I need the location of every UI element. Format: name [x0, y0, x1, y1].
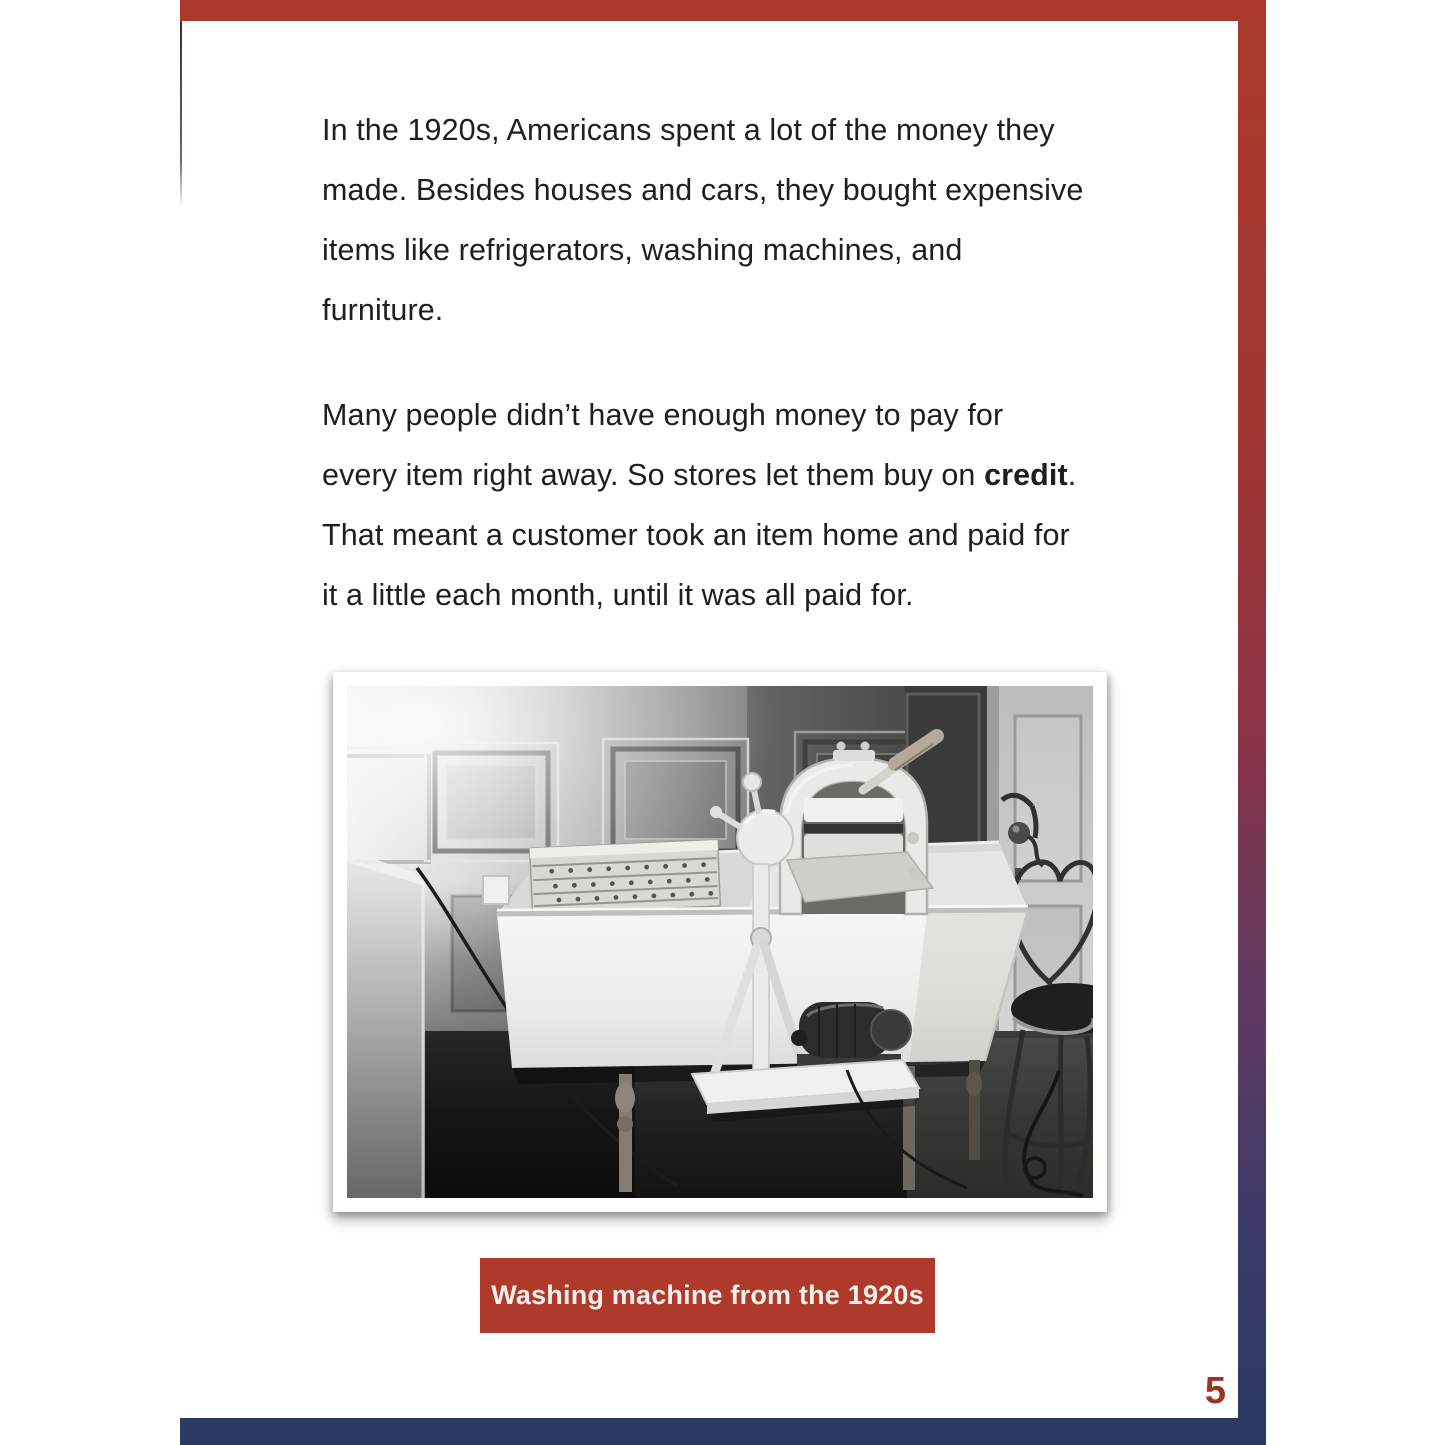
credit-bold-term: credit: [984, 458, 1068, 492]
ribbed-roller: [530, 840, 721, 914]
bottom-accent-bar: [180, 1418, 1266, 1445]
photo-frame: [333, 672, 1107, 1212]
text-line: made. Besides houses and cars, they bought expensive: [322, 173, 1084, 207]
side-gradient-bar: [1238, 0, 1266, 1418]
text-line: every item right away. So stores let them buy on credit.: [322, 458, 1077, 492]
caption-box: [480, 1258, 935, 1333]
text-line: In the 1920s, Americans spent a lot of the money they: [322, 113, 1055, 147]
page-spine-edge: [180, 21, 182, 208]
text-line: items like refrigerators, washing machines, and: [322, 233, 963, 267]
page-number: 5: [1204, 1370, 1226, 1412]
door-knob: [1008, 822, 1030, 844]
caption-label: Washing machine from the 1920s: [491, 1280, 924, 1310]
text-line: furniture.: [322, 293, 444, 327]
electric-motor: [791, 1002, 911, 1068]
paragraph-spending: [322, 100, 1132, 340]
text-line: it a little each month, until it was all paid for.: [322, 578, 914, 612]
top-accent-bar: [180, 0, 1266, 21]
text-line: That meant a customer took an item home and paid for: [322, 518, 1070, 552]
paragraph-credit: [322, 385, 1132, 625]
washing-machine-photo: [347, 686, 1093, 1198]
text-line: Many people didn’t have enough money to pay for: [322, 398, 1004, 432]
